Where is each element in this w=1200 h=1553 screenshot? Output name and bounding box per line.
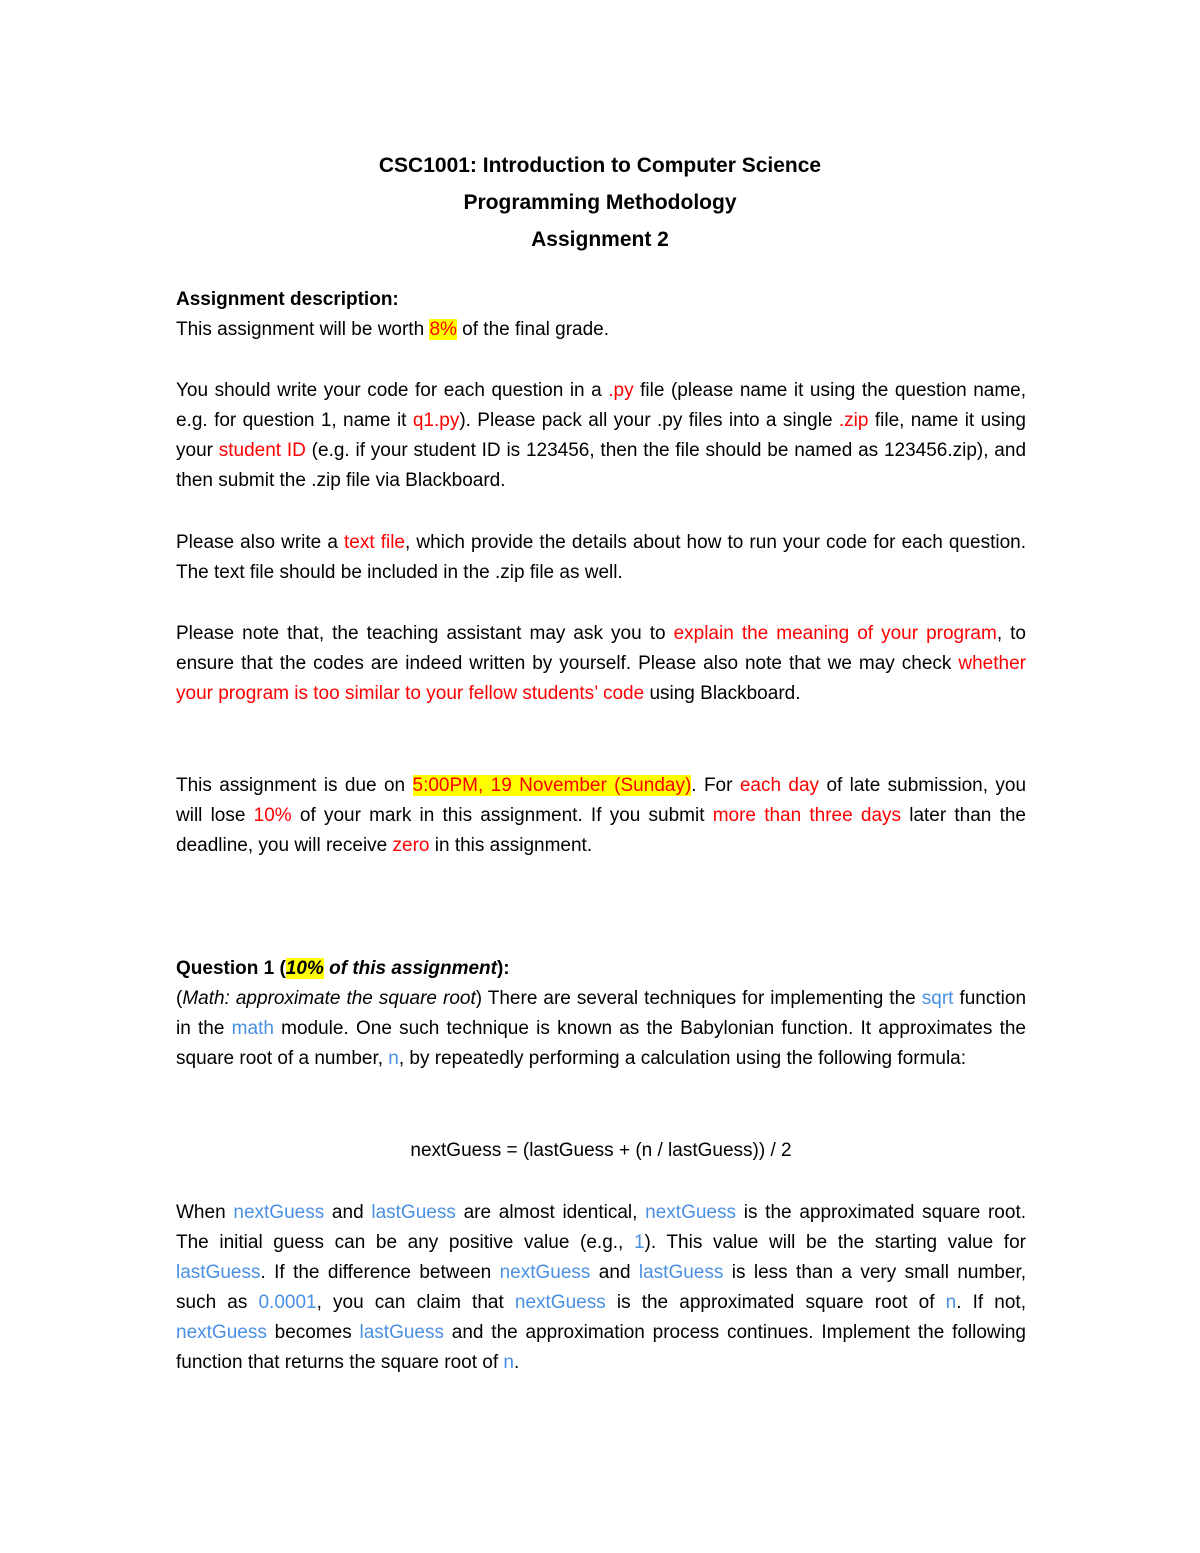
text: are almost identical, [455, 1202, 646, 1223]
course-title: CSC1001: Introduction to Computer Science [378, 154, 822, 177]
zip-extension: .zip [838, 410, 869, 431]
text: (e.g. if your student ID is 123456, then the file should be named as 123456.zip), and then submit the .zip file via Blackboard. [176, 440, 1027, 491]
question-topic: Math: approximate the square root [182, 988, 476, 1009]
text: , which provide the details about how to run your code for each question. The text file should be included in the .zip file as well. [176, 532, 1026, 583]
text: When [176, 1202, 234, 1223]
py-extension: .py [608, 380, 634, 401]
explain-program-term: explain the meaning of your program [673, 623, 997, 644]
text: is the approximated square root. The initial guess can be any positive value (e.g., [176, 1202, 1027, 1253]
student-id-term: student ID [218, 440, 306, 461]
text: You should write your code for each question in a [176, 380, 609, 401]
text: file (please name it using the question name, e.g. for question 1, name it [176, 380, 1026, 431]
formula: nextGuess = (lastGuess + (n / lastGuess)) / 2 [410, 1140, 792, 1161]
text: ): [496, 958, 510, 979]
text: Please also write a [176, 532, 344, 553]
text: module. One such technique is known as the Babylonian function. It approximates the square root of a number, [176, 1018, 1026, 1069]
text: becomes [266, 1322, 360, 1343]
text: This assignment will be worth [176, 319, 430, 340]
zero-term: zero [392, 835, 430, 856]
text: of your mark in this assignment. If you submit [291, 805, 713, 826]
text: and [590, 1262, 639, 1283]
text: and [324, 1202, 372, 1223]
text: ) There are several techniques for implementing the [475, 988, 922, 1009]
n-term: n [503, 1352, 514, 1373]
paragraph-text-file [176, 528, 1026, 588]
text: is less than a very small number, such as [176, 1262, 1026, 1313]
last-guess-term: lastGuess [638, 1262, 724, 1283]
each-day-term: each day [739, 775, 820, 796]
worth-percent: 8% [429, 319, 457, 340]
initial-value: 1 [633, 1232, 645, 1253]
three-days-term: more than three days [712, 805, 902, 826]
description-section [176, 285, 1026, 345]
question-1-section [176, 954, 1026, 1074]
text: ( [176, 988, 183, 1009]
worth-sentence [176, 315, 1026, 345]
next-guess-term: nextGuess [233, 1202, 325, 1223]
text: file, name it using your [176, 410, 1026, 461]
penalty-percent: 10% [253, 805, 292, 826]
text: of this assignment [323, 958, 497, 979]
next-guess-term: nextGuess [645, 1202, 736, 1223]
paragraph-submission [176, 376, 1026, 496]
text-file-term: text file [343, 532, 405, 553]
text: in this assignment. [429, 835, 593, 856]
text: . If not, [956, 1292, 1026, 1313]
paragraph-integrity [176, 619, 1026, 709]
text: , to ensure that the codes are indeed written by yourself. Please also note that we may check [176, 623, 1026, 674]
question-1-heading [176, 954, 1026, 984]
text: using Blackboard. [644, 683, 801, 704]
question-1-intro [176, 984, 1026, 1074]
text: This assignment is due on [176, 775, 413, 796]
sqrt-term: sqrt [921, 988, 954, 1009]
text: . [514, 1352, 520, 1373]
text: and the approximation process continues. Implement the following function that returns the square root of [176, 1322, 1026, 1373]
text: of late submission, you will lose [176, 775, 1027, 826]
text: ). Please pack all your .py files into a single [459, 410, 839, 431]
assignment-title: Assignment 2 [531, 228, 669, 251]
text: function in the [176, 988, 1027, 1039]
text: , you can claim that [316, 1292, 515, 1313]
last-guess-term: lastGuess [371, 1202, 456, 1223]
text: Question 1 ( [176, 958, 286, 979]
course-subtitle: Programming Methodology [463, 191, 737, 214]
text: of the final grade. [456, 319, 610, 340]
text: , by repeatedly performing a calculation using the following formula: [398, 1048, 967, 1069]
next-guess-term: nextGuess [514, 1292, 606, 1313]
text: is the approximated square root of [605, 1292, 946, 1313]
description-heading: Assignment description: [176, 289, 399, 310]
epsilon-value: 0.0001 [258, 1292, 317, 1313]
title-block [0, 147, 1200, 258]
text: ). This value will be the starting value for [644, 1232, 1026, 1253]
paragraph-deadline [176, 771, 1026, 861]
math-term: math [231, 1018, 274, 1039]
question-1-explanation [176, 1198, 1026, 1378]
text: Please note that, the teaching assistant may ask you to [176, 623, 674, 644]
next-guess-term: nextGuess [499, 1262, 591, 1283]
next-guess-term: nextGuess [176, 1322, 267, 1343]
q1-filename: q1.py [412, 410, 460, 431]
text: later than the deadline, you will receive [176, 805, 1026, 856]
n-term: n [945, 1292, 957, 1313]
text: . If the difference between [260, 1262, 500, 1283]
question-percent: 10% [285, 958, 324, 979]
due-date: 5:00PM, 19 November (Sunday) [412, 775, 692, 796]
last-guess-term: lastGuess [176, 1262, 261, 1283]
similarity-term: whether your program is too similar to your fellow students’ code [176, 653, 1026, 704]
text: . For [691, 775, 740, 796]
last-guess-term: lastGuess [359, 1322, 444, 1343]
n-term: n [388, 1048, 399, 1069]
